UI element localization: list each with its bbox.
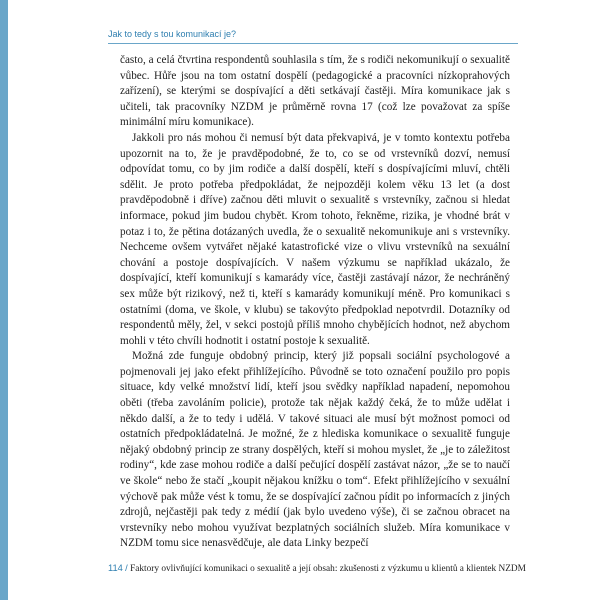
body-text [120, 53, 510, 552]
paragraph-2: Jakkoli pro nás mohou či nemusí být data překvapivá, je v tomto kontextu potřeba upozornit na to, že je pravděpodobné, že to, co se od vrstevníků dozví, nemusí odpovídat tomu, co by jim rodiče a další dospělí, kteří s dospívajícími mluví, chtěli sdělit. Je proto potřeba předpokládat, že nejpozději kolem věku 13 let (a dost pravděpodobně i dříve) začnou děti mluvit o sexualitě s vrstevníky, začnou si hledat informace, pokud jim budou chybět. Krom tohoto, řekněme, rizika, je vhodné brát v potaz i to, že pětina dotázaných uvedla, že o sexualitě nekomunikuje ani s vrstevníky. Nechceme ovšem vytvářet nějaké katastrofické vize o vlivu vrstevníků na sexuální chování a postoje dospívajících. V našem výzkumu se například ukázalo, že dospívající, kteří komunikují s kamarády více, častěji zastávají názor, že nechráněný sex může být rizikový, než ti, kteří s kamarády komunikují méně. Pro komunikaci s ostatními (doma, ve škole, v klubu) se takovýto předpoklad nepotvrdil. Dotazníky od respondentů měly, žel, v sekci postojů příliš mnoho chybějících hodnot, než abychom mohli v této chvíli hodnotit i ostatní postoje k sexualitě. [120, 131, 510, 347]
running-header: Jak to tedy s tou komunikací je? [108, 29, 237, 39]
footer-book-title: Faktory ovlivňující komunikaci o sexualitě a její obsah: zkušenosti z výzkumu u klientů a klientek NZDM [130, 564, 526, 574]
side-color-stripe [0, 0, 8, 600]
page-footer [108, 563, 526, 574]
footer-separator: / [125, 563, 128, 573]
header-rule [108, 43, 518, 44]
page-number: 114 [108, 563, 123, 573]
paragraph-1: často, a celá čtvrtina respondentů souhlasila s tím, že s rodiči nekomunikují o sexualitě vůbec. Hůře jsou na tom ostatní dospělí (pedagogické a pracovníci nízkoprahových zařízení), se kterými se dospívající a děti setkávají častěji. Míra komunikace jak s učiteli, tak pracovníky NZDM je průměrně rovna 17 (což lze považovat za spíše minimální míru komunikace). [120, 54, 510, 129]
paragraph-3: Možná zde funguje obdobný princip, který již popsali sociální psychologové a pojmenovali jej jako efekt přihlížejícího. Původně se toto označení použilo pro popis situace, kdy velké množství lidí, kteří jsou svědky například napadení, nepomohou oběti (třeba zavoláním policie), protože tak nějak každý čeká, že to může udělat i někdo další, a že to tedy i udělá. V takové situaci ale musí být možnost pomoci od ostatních předpokládatelná. Je možné, že z hlediska komunikace o sexualitě funguje nějaký obdobný princip ze strany dospělých, kteří si mohou myslet, že „je to záležitost rodiny“, kde zase mohou rodiče a další pečující dospělí zastávat názor, „že se to naučí ve škole“ nebo že stačí „koupit nějakou knížku o tom“. Efekt přihlížejícího v sexuální výchově pak může vést k tomu, že se dospívající začnou pídit po informacích z jiných zdrojů, nejčastěji pak tedy z médií (jak bylo uvedeno výše), či se začnou obracet na vrstevníky nebo mohou využívat bezplatných sociálních služeb. Míra komunikace v NZDM tomu sice nenasvědčuje, ale data Linky bezpečí [120, 350, 510, 550]
